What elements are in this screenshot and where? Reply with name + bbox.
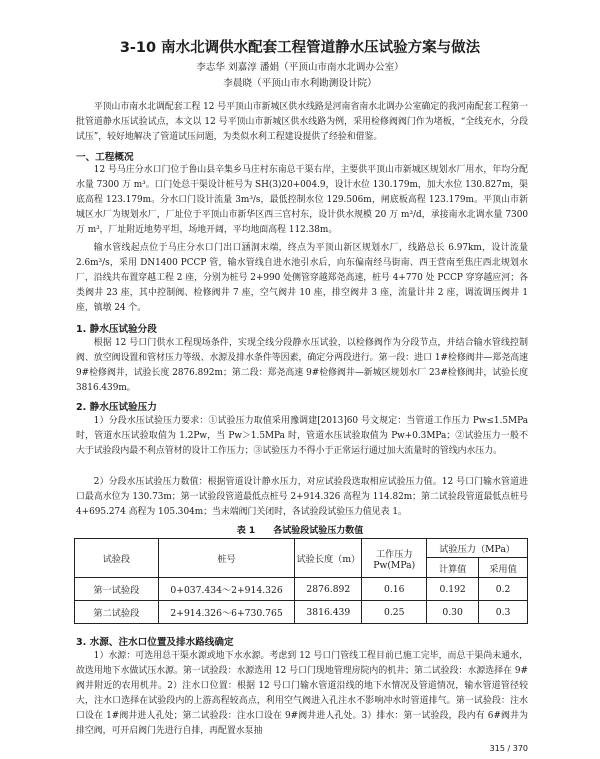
cell-length: 3816.439 — [295, 601, 362, 624]
table-caption — [0, 523, 600, 536]
header-segment: 试验段 — [75, 539, 159, 578]
cell-calc: 0.192 — [427, 578, 479, 601]
table-caption-text: 各试验段试验压力数值 — [273, 526, 364, 536]
table-row — [75, 601, 528, 624]
table-row — [75, 578, 528, 601]
overview-paragraph-1: 12 号马庄分水口门位于鲁山县辛集乡马庄村东南总干渠右岸，主要供平顶山市新城区规划水厂用水，年均分配水量 7300 万 m³。口门处总干渠设计桩号为 SH(3)20+004.9，设计水位 130.179m，加大水位 130.827m，渠底高程 123.179m。分水口门设计流量 3m³/s，最低控制水位 129.506m，闸底板高程 123.179m。平顶山市新城区水厂为规划水厂，厂址位于平顶山市新华区西三官村东，设计供水规模 20 万 m³/d，承接南水北调水量 7300 万 m³，厂址附近地势平坦，场地开阔，平均地面高程 112.38m。 — [76, 165, 528, 235]
cell-station: 2+914.326～6+730.765 — [158, 601, 295, 624]
pressure-paragraph-1: 1）分段水压试验压力要求：①试验压力取值采用豫调建[2013]60 号文规定：当管道工作压力 Pw≤1.5MPa 时，管道水压试验取值为 1.2Pw，当 Pw＞1.5MPa 时，管道水压试验取值为 Pw+0.3MPa；②试验压力一般不大于试验段内最不利点管材的设计工作压力；③试验压力不得小于正常运行通过加大流量时的管线内水压力。 — [76, 416, 528, 456]
section-heading-overview: 一、工程概况 — [76, 152, 134, 163]
water-source-paragraph: 1）水源：可选用总干渠水源或地下水水源。考虑到 12 号口门管线工程目前已施工完毕，而总干渠尚未通水，故选用地下水做试压水源。第一试验段：水源选用 12 号口门现地管理房院内的机井；第二试验段：水源选择在 9#阀井附近的农用机井。2）注水口位置：根据 12 号口门输水管道沿线的地下水情况及管道情况，输水管道管径较大，注水口选择在试验段内的上游高程较高点，利用空气阀进入孔注水不影响冲水时管道排气。第一试验段：注水口设在 1#阀井进人孔处；第二试验段：注水口设在 9#阀井进人孔处。3）排水：第一试验段，段内有 6#阀井为排空阀，可开启阀门先进行自排，再配置水泵抽 — [76, 651, 528, 736]
cell-used: 0.3 — [479, 601, 528, 624]
cell-segment: 第一试验段 — [75, 578, 159, 601]
cell-pw: 0.25 — [362, 601, 427, 624]
article-title: 3-10 南水北调供水配套工程管道静水压试验方案与做法 — [119, 40, 481, 56]
overview-paragraph-2: 输水管线起点位于马庄分水口门出口涵洞末端，终点为平顶山新区规划水厂，线路总长 6.97km，设计流量 2.6m³/s，采用 DN1400 PCCP 管，输水管线自进水池引水后，向东偏南经马街南、西王营南至焦庄西北规划水厂，沿线共布置穿越工程 2 座，分别为桩号 2+990 处侧管穿越郑尧高速，桩号 4+770 处 PCCP 穿穿越应河；各类阀井 23 座，其中控制阀、检修阀井 7 座，空气阀井 10 座，排空阀井 3 座，流量计井 2 座，调流调压阀井 1 座，镇墩 24 个。 — [76, 243, 528, 313]
page-number: 315 / 370 — [489, 744, 528, 753]
pressure-paragraph-2: 2）分段水压试验压力数值：根据管道设计静水压力，对应试验段选取相应试验压力值。12 号口门输水管道进口最高水位为 130.73m；第一试验段管道最低点桩号 2+914.326 高程为 114.82m；第二试验段管道最低点桩号 4+695.274 高程为 105.304m；当末端阀门关闭时，各试验段试验压力值见表 1。 — [76, 477, 528, 517]
header-calculated: 计算值 — [427, 558, 479, 578]
header-working-pressure: 工作压力 Pw(MPa) — [362, 539, 427, 578]
cell-length: 2876.892 — [295, 578, 362, 601]
pressure-table — [74, 538, 528, 624]
intro-paragraph: 平顶山市南水北调配套工程 12 号平顶山市新城区供水线路是河南省南水北调办公室确定的我河南配套工程第一批管道静水压试验试点，本文以 12 号平顶山市新城区供水线路为例，采用检修阀阀门作为堵板，“全线充水，分段试压”，较好地解决了管道试压问题，为类似水利工程建设提供了经验和借鉴。 — [76, 102, 528, 142]
header-test-pressure: 试验压力（MPa） — [427, 539, 528, 558]
cell-segment: 第二试验段 — [75, 601, 159, 624]
cell-station: 0+037.434～2+914.326 — [158, 578, 295, 601]
cell-used: 0.2 — [479, 578, 528, 601]
segmentation-paragraph: 根据 12 号口门供水工程现场条件，实现全线分段静水压试验，以检修阀作为分段节点，并结合输水管线控制阀、放空阀设置和管材压力等级、水源及排水条件等因素，确定分两段进行。第一段：进口 1#检修阀井—郑尧高速 9#检修阀井，试验长度 2876.892m；第二段：郑尧高速 9#检修阀井—新城区规划水厂 23#检修阀井，试验长度 3816.439m。 — [76, 338, 528, 393]
section-heading-segmentation: 1. 静水压试验分段 — [76, 324, 157, 335]
section-heading-water-source: 3. 水源、注水口位置及排水路线确定 — [76, 637, 234, 648]
author-line-1: 李志华 刘嘉淳 潘娟（平顶山市南水北调办公室） — [196, 62, 404, 73]
header-station: 桩号 — [158, 539, 295, 578]
cell-calc: 0.30 — [427, 601, 479, 624]
table-number: 表 1 — [236, 526, 256, 536]
author-line-2: 李晨晓（平顶山市水利勘测设计院） — [223, 78, 377, 89]
header-adopted: 采用值 — [479, 558, 528, 578]
cell-pw: 0.16 — [362, 578, 427, 601]
header-length: 试验长度（m） — [295, 539, 362, 578]
section-heading-pressure: 2. 静水压试验压力 — [76, 402, 157, 413]
